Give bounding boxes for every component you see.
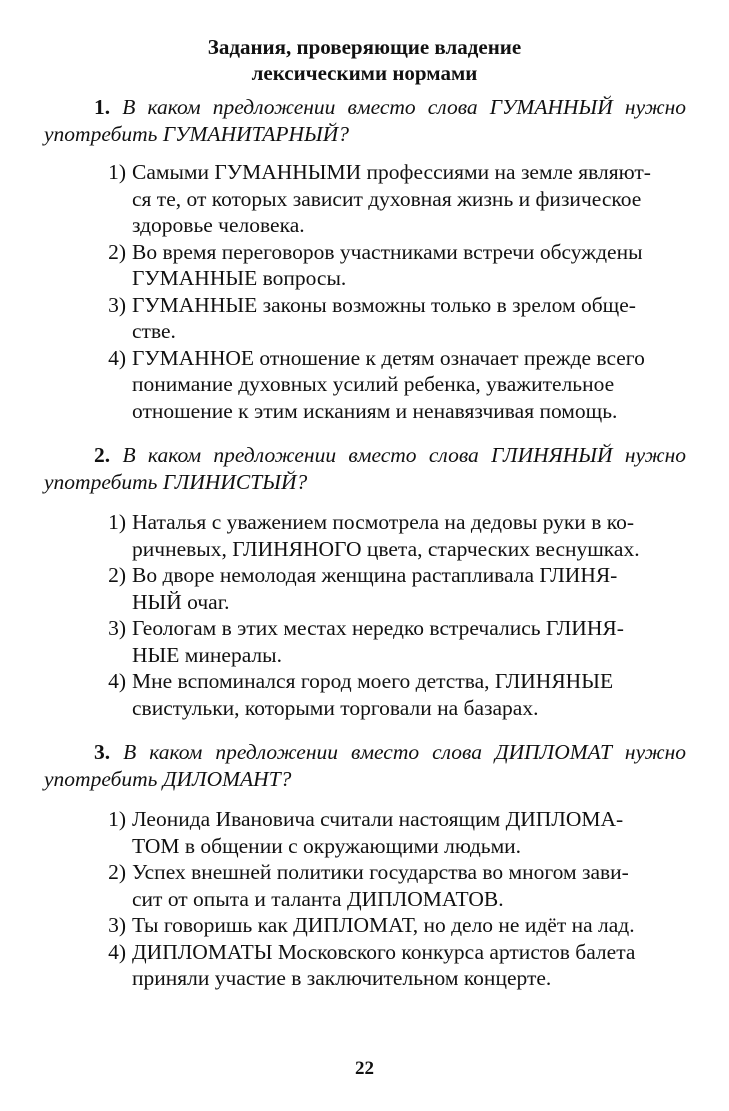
option-line: ТОМ в общении с окружающими людьми. [132, 833, 522, 858]
option-line: здоровье человека. [132, 213, 305, 237]
question-1-options [96, 159, 676, 424]
question-3-text-line-2: употребить ДИЛОМАНТ? [44, 767, 292, 791]
option-line: НЫЙ очаг. [132, 589, 230, 614]
question-3-options [96, 806, 676, 992]
question-3-option-3 [96, 912, 676, 939]
option-line: Наталья с уважением посмотрела на дедовы руки в ко- [132, 510, 635, 534]
question-3-option-1 [96, 806, 676, 859]
option-line: ДИПЛОМАТЫ Московского конкурса артистов балета [132, 939, 636, 964]
option-line: Во время переговоров участниками встречи обсуждены [132, 239, 643, 264]
question-3-option-2 [96, 859, 676, 912]
option-number: 3) [108, 913, 126, 937]
option-number: 1) [108, 160, 126, 184]
question-3-text-line-1: В каком предложении вместо слова ДИПЛОМАТ нужно [123, 740, 687, 764]
question-3-number: 3. [94, 740, 111, 764]
question-3 [44, 739, 686, 793]
question-2-options [96, 509, 676, 721]
question-1-text-line-2: употребить ГУМАНИТАРНЫЙ? [44, 122, 350, 146]
question-1-option-4 [96, 345, 676, 425]
page-title [0, 34, 729, 86]
question-2-option-3 [96, 615, 676, 668]
option-line: Ты говоришь как ДИПЛОМАТ, но дело не идёт на лад. [132, 913, 635, 937]
option-line: Леонида Ивановича считали настоящим ДИПЛОМА- [132, 807, 624, 831]
question-1-text-line-1: В каком предложении вместо слова ГУМАННЫЙ нужно [122, 95, 686, 119]
question-2 [44, 442, 686, 496]
question-2-option-2 [96, 562, 676, 615]
option-line: сит от опыта и таланта ДИПЛОМАТОВ. [132, 886, 504, 911]
question-3-option-4 [96, 939, 676, 992]
option-line: приняли участие в заключительном концерте. [132, 966, 552, 990]
option-line: Во дворе немолодая женщина растапливала ГЛИНЯ- [132, 563, 618, 587]
option-number: 1) [108, 807, 126, 831]
option-line: ГУМАННОЕ отношение к детям означает прежде всего [132, 345, 645, 370]
option-number: 4) [108, 939, 126, 964]
option-number: 4) [108, 345, 126, 370]
question-1 [44, 94, 686, 148]
option-line: стве. [132, 319, 176, 343]
option-number: 2) [108, 563, 126, 587]
option-line: отношение к этим исканиям и ненавязчивая помощь. [132, 398, 618, 423]
option-line: ричневых, ГЛИНЯНОГО цвета, старческих веснушках. [132, 536, 640, 561]
option-line: НЫЕ минералы. [132, 642, 282, 667]
question-2-text-line-2: употребить ГЛИНИСТЫЙ? [44, 470, 308, 494]
question-3-line-1 [44, 739, 686, 766]
option-line: ГУМАННЫЕ вопросы. [132, 266, 347, 290]
page-title-line-1: Задания, проверяющие владение [207, 35, 522, 59]
option-line: ся те, от которых зависит духовная жизнь и физическое [132, 186, 642, 211]
question-1-line-1 [44, 94, 686, 121]
option-line: Успех внешней политики государства во многом зави- [132, 860, 629, 884]
option-number: 1) [108, 510, 126, 534]
option-number: 2) [108, 860, 126, 884]
option-line: Геологам в этих местах нередко встречались ГЛИНЯ- [132, 616, 624, 640]
option-line: Самыми ГУМАННЫМИ профессиями на земле являют- [132, 160, 651, 184]
question-1-option-2 [96, 239, 676, 292]
option-number: 4) [108, 669, 126, 693]
option-number: 3) [108, 292, 126, 317]
option-line: ГУМАННЫЕ законы возможны только в зрелом обще- [132, 292, 636, 317]
option-number: 3) [108, 616, 126, 640]
option-line: Мне вспоминался город моего детства, ГЛИНЯНЫЕ [132, 669, 614, 693]
option-line: понимание духовных усилий ребенка, уважительное [132, 372, 615, 396]
question-2-number: 2. [94, 443, 111, 467]
option-line: свистульки, которыми торговали на базарах. [132, 695, 539, 720]
option-number: 2) [108, 239, 126, 264]
page-number: 22 [355, 1058, 374, 1079]
question-1-number: 1. [94, 95, 111, 119]
question-2-option-4 [96, 668, 676, 721]
question-1-option-1 [96, 159, 676, 239]
question-2-line-1 [44, 442, 686, 469]
question-2-option-1 [96, 509, 676, 562]
page-title-line-2: лексическими нормами [251, 61, 478, 85]
question-2-text-line-1: В каком предложении вместо слова ГЛИНЯНЫЙ нужно [122, 443, 686, 467]
question-1-option-3 [96, 292, 676, 345]
